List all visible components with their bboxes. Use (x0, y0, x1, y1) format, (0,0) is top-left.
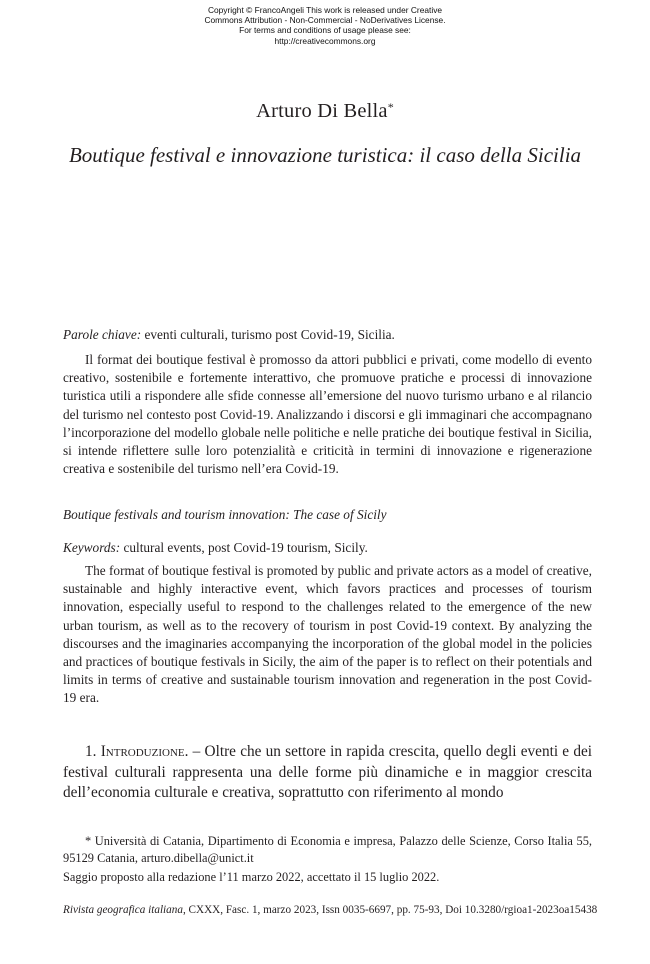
author-footnote-mark[interactable]: * (387, 100, 394, 114)
english-abstract: The format of boutique festival is promoted by public and private actors as a model of creative, sustainable and highly interactive event, which favors practices and processes of tourism innovation, especially useful to respond to the challenges related to the emergence of the new urban tourism, as well as to the recovery of tourism in post Covid-19 context. By analyzing the discourses and the imaginaries accompanying the incorporation of the global model in the policies and practices of boutique festivals in Sicily, the aim of the paper is to reflect on their potentials and limits in terms of creative and sustainable tourism innovation and regeneration in the post Covid-19 era. (63, 563, 592, 706)
copyright-line: Copyright © FrancoAngeli This work is released under Creative (207, 5, 443, 15)
submission-note: Saggio proposto alla redazione l’11 marzo 2022, accettato il 15 luglio 2022. (63, 870, 440, 884)
keywords-text: eventi culturali, turismo post Covid-19, Sicilia. (141, 327, 395, 342)
copyright-line: Commons Attribution - Non-Commercial - NoDerivatives License. (204, 15, 446, 26)
keywords-label: Parole chiave: (63, 327, 142, 342)
introduction-paragraph (63, 742, 592, 804)
english-title: Boutique festivals and tourism innovation: The case of Sicily (63, 507, 387, 522)
journal-citation (63, 904, 598, 916)
article-title: Boutique festival e innovazione turistica: il caso della Sicilia (68, 143, 582, 167)
copyright-link[interactable]: http://creativecommons.org (274, 35, 376, 46)
keywords-label: Keywords: (63, 540, 121, 555)
author-affiliation-footnote: * Università di Catania, Dipartimento di Economia e impresa, Palazzo delle Scienze, Corso Italia 55, 95129 Catania, arturo.dibella@unict.it (63, 834, 592, 865)
english-keywords (63, 539, 592, 557)
article-author (0, 100, 650, 123)
section-number: 1. (85, 743, 101, 760)
introduction-text: – Oltre che un settore in rapida crescita, quello degli eventi e dei festival culturali rappresenta una delle forme più dinamiche e in maggior crescita dell’economia culturale e creativa, soprattutto con riferimento al mondo (63, 743, 593, 801)
keywords-text: cultural events, post Covid-19 tourism, Sicily. (120, 540, 368, 555)
italian-abstract: Il format dei boutique festival è promosso da attori pubblici e privati, come modello di evento creativo, sostenibile e fortemente interattivo, che promuove pratiche e processi di innovazione turistica utili a rispondere alle sfide connesse all’emersione del nuovo turismo urbano e al rilancio del turismo nel contesto post Covid-19. Analizzando i discorsi e gli immaginari che accompagnano l’incorporazione del modello globale nelle politiche e nelle pratiche dei boutique festival in Sicilia, si intende riflettere sulle loro potenzialità e criticità in termini di innovazione e rigenerazione creativa e sostenibile del turismo nell’era Covid-19. (63, 352, 592, 477)
section-heading: Introduzione. (100, 743, 189, 760)
copyright-notice (0, 5, 650, 46)
journal-details: , CXXX, Fasc. 1, marzo 2023, Issn 0035-6697, pp. 75-93, Doi 10.3280/rgioa1-2023oa15438 (182, 904, 598, 916)
author-name: Arturo Di Bella (256, 100, 388, 122)
journal-name: Rivista geografica italiana (63, 904, 183, 916)
copyright-line: For terms and conditions of usage please see: (239, 25, 411, 36)
italian-keywords (63, 326, 592, 344)
